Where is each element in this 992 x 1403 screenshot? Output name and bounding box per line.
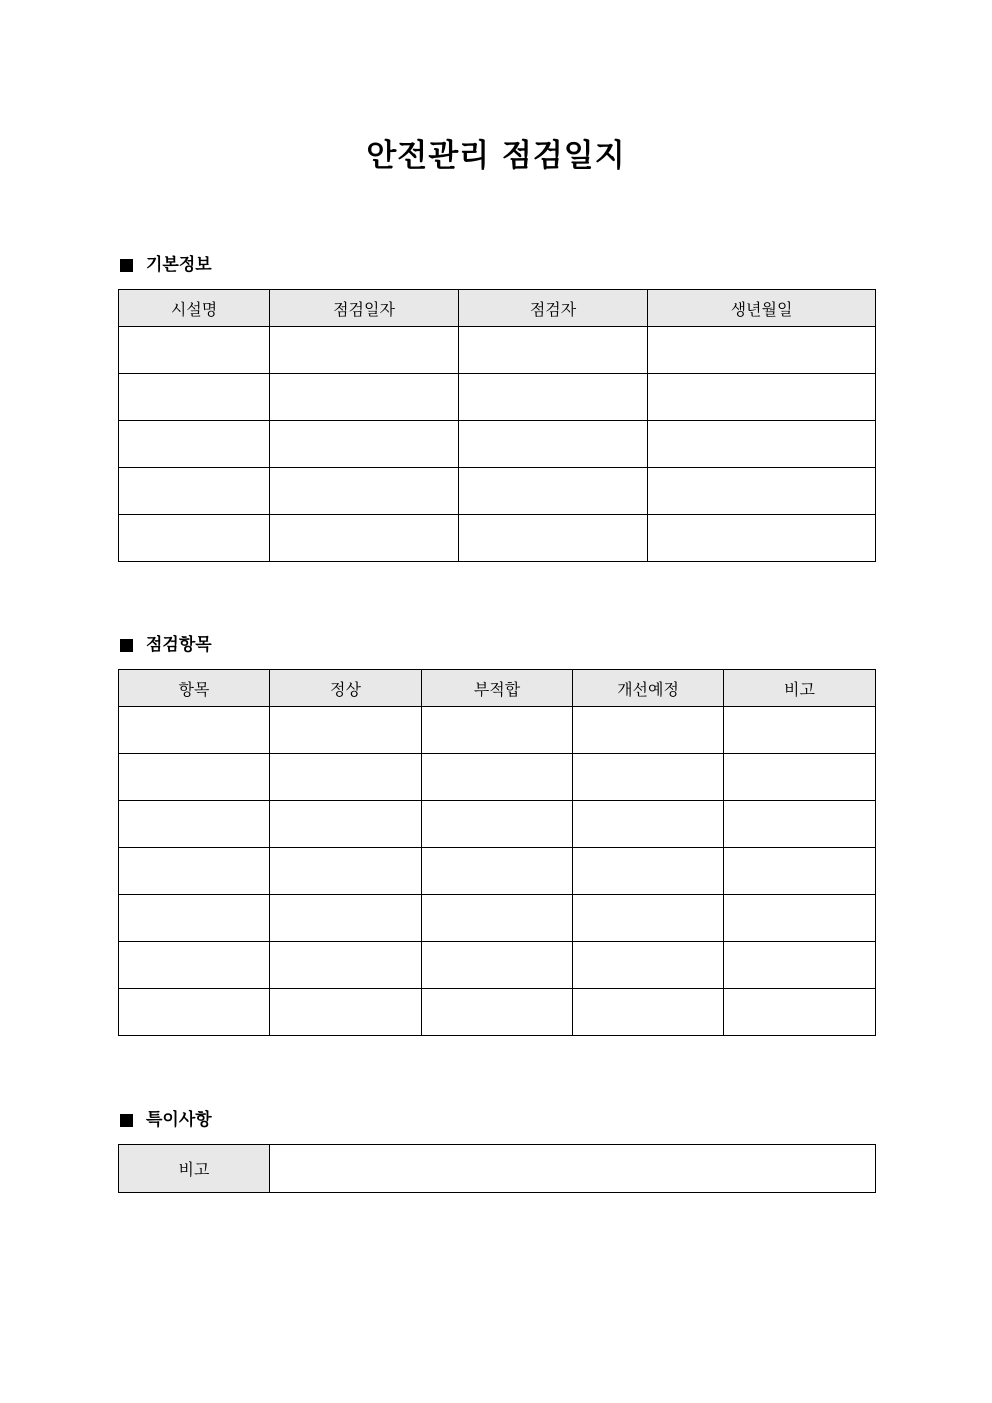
table-cell[interactable] xyxy=(422,754,573,801)
table-cell[interactable] xyxy=(119,848,270,895)
remarks-input-cell[interactable] xyxy=(270,1145,876,1193)
remarks-table xyxy=(118,1144,876,1193)
table-cell[interactable] xyxy=(459,515,648,562)
table-cell[interactable] xyxy=(119,895,270,942)
table-cell[interactable] xyxy=(724,707,876,754)
table-cell[interactable] xyxy=(724,989,876,1036)
table-cell[interactable] xyxy=(648,327,876,374)
table-cell[interactable] xyxy=(422,895,573,942)
table-cell[interactable] xyxy=(270,942,422,989)
section-heading-items-label: 점검항목 xyxy=(146,635,212,655)
square-bullet-icon xyxy=(120,1114,133,1127)
table-row xyxy=(119,989,876,1036)
table-cell[interactable] xyxy=(119,515,270,562)
column-header-item: 항목 xyxy=(119,670,270,707)
table-cell[interactable] xyxy=(270,468,459,515)
remarks-label: 비고 xyxy=(119,1145,270,1193)
table-cell[interactable] xyxy=(648,468,876,515)
table-cell[interactable] xyxy=(724,848,876,895)
table-cell[interactable] xyxy=(648,374,876,421)
table-cell[interactable] xyxy=(573,801,724,848)
table-cell[interactable] xyxy=(573,848,724,895)
column-header-birthdate: 생년월일 xyxy=(648,290,876,327)
table-cell[interactable] xyxy=(270,848,422,895)
table-cell[interactable] xyxy=(648,515,876,562)
table-row xyxy=(119,801,876,848)
table-cell[interactable] xyxy=(573,942,724,989)
basic-info-table xyxy=(118,289,876,562)
table-cell[interactable] xyxy=(422,801,573,848)
table-row xyxy=(119,468,876,515)
table-cell[interactable] xyxy=(724,895,876,942)
section-heading-basic-label: 기본정보 xyxy=(146,255,212,275)
table-cell[interactable] xyxy=(573,707,724,754)
table-cell[interactable] xyxy=(573,895,724,942)
table-row xyxy=(119,848,876,895)
table-cell[interactable] xyxy=(270,707,422,754)
table-cell[interactable] xyxy=(724,754,876,801)
table-cell[interactable] xyxy=(270,421,459,468)
table-cell[interactable] xyxy=(119,989,270,1036)
basic-info-rows xyxy=(119,327,876,562)
table-cell[interactable] xyxy=(459,374,648,421)
table-cell[interactable] xyxy=(119,942,270,989)
page-title: 안전관리 점검일지 xyxy=(366,138,626,174)
table-row xyxy=(119,374,876,421)
table-cell[interactable] xyxy=(119,327,270,374)
section-heading-basic xyxy=(119,253,212,277)
table-header-row xyxy=(119,670,876,707)
table-cell[interactable] xyxy=(270,515,459,562)
table-header-row xyxy=(119,290,876,327)
table-cell[interactable] xyxy=(119,754,270,801)
table-cell[interactable] xyxy=(119,468,270,515)
column-header-note: 비고 xyxy=(724,670,876,707)
column-header-normal: 정상 xyxy=(270,670,422,707)
column-header-improvement-planned: 개선예정 xyxy=(573,670,724,707)
table-row xyxy=(119,942,876,989)
inspection-items-rows xyxy=(119,707,876,1036)
section-heading-items xyxy=(119,633,212,657)
table-cell[interactable] xyxy=(119,374,270,421)
table-cell[interactable] xyxy=(573,989,724,1036)
table-cell[interactable] xyxy=(119,421,270,468)
table-cell[interactable] xyxy=(573,754,724,801)
table-cell[interactable] xyxy=(270,754,422,801)
column-header-inspection-date: 점검일자 xyxy=(270,290,459,327)
table-cell[interactable] xyxy=(422,942,573,989)
table-row xyxy=(119,421,876,468)
table-cell[interactable] xyxy=(422,707,573,754)
table-cell[interactable] xyxy=(422,848,573,895)
table-row xyxy=(119,1145,876,1193)
section-heading-remarks xyxy=(119,1108,212,1132)
table-cell[interactable] xyxy=(459,468,648,515)
table-cell[interactable] xyxy=(119,707,270,754)
table-cell[interactable] xyxy=(648,421,876,468)
table-cell[interactable] xyxy=(270,801,422,848)
table-cell[interactable] xyxy=(422,989,573,1036)
column-header-nonconforming: 부적합 xyxy=(422,670,573,707)
square-bullet-icon xyxy=(120,259,133,272)
table-cell[interactable] xyxy=(270,327,459,374)
table-cell[interactable] xyxy=(270,374,459,421)
table-row xyxy=(119,895,876,942)
table-cell[interactable] xyxy=(270,989,422,1036)
inspection-items-table xyxy=(118,669,876,1036)
table-row xyxy=(119,327,876,374)
table-row xyxy=(119,754,876,801)
square-bullet-icon xyxy=(120,639,133,652)
section-heading-remarks-label: 특이사항 xyxy=(146,1110,212,1130)
column-header-facility: 시설명 xyxy=(119,290,270,327)
column-header-inspector: 점검자 xyxy=(459,290,648,327)
table-cell[interactable] xyxy=(724,801,876,848)
table-cell[interactable] xyxy=(119,801,270,848)
table-cell[interactable] xyxy=(459,421,648,468)
table-cell[interactable] xyxy=(270,895,422,942)
table-row xyxy=(119,707,876,754)
table-cell[interactable] xyxy=(459,327,648,374)
table-cell[interactable] xyxy=(724,942,876,989)
table-row xyxy=(119,515,876,562)
